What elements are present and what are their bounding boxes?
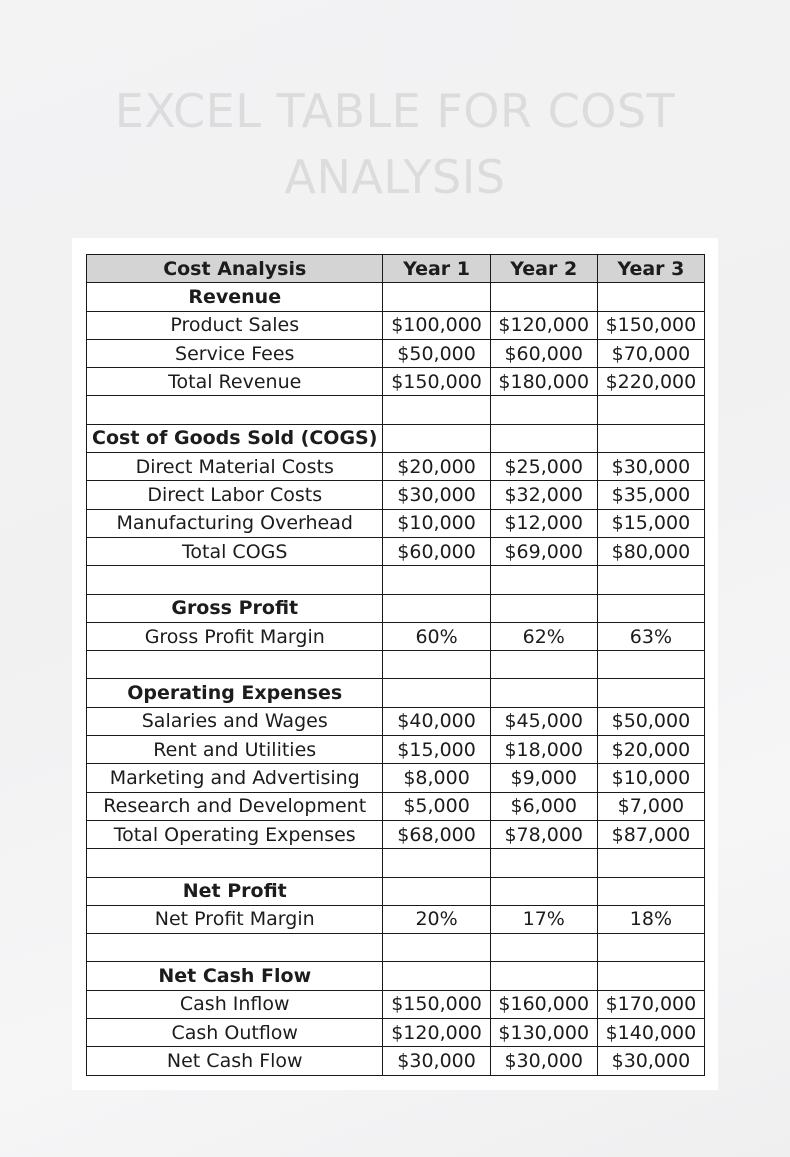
row-label-cell[interactable]: Net Profit Margin	[87, 905, 383, 933]
year-1-value-cell[interactable]: 20%	[383, 905, 490, 933]
header-row	[87, 255, 705, 283]
table-row	[87, 736, 705, 764]
row-label-cell[interactable]: Direct Material Costs	[87, 453, 383, 481]
year-3-value-cell[interactable]	[597, 566, 704, 594]
year-1-value-cell[interactable]	[383, 566, 490, 594]
row-label-cell[interactable]: Total Revenue	[87, 368, 383, 396]
year-2-value-cell[interactable]	[490, 849, 597, 877]
year-2-value-cell[interactable]: $30,000	[490, 1047, 597, 1075]
table-row	[87, 707, 705, 735]
row-label-cell[interactable]: Gross Profit Margin	[87, 622, 383, 650]
table-row	[87, 453, 705, 481]
year-2-value-cell[interactable]: $12,000	[490, 509, 597, 537]
spreadsheet-sheet	[72, 238, 718, 1090]
year-3-value-cell[interactable]: $70,000	[597, 339, 704, 367]
table-row	[87, 368, 705, 396]
table-row	[87, 339, 705, 367]
year-3-value-cell[interactable]	[597, 679, 704, 707]
table-row	[87, 481, 705, 509]
year-1-value-cell[interactable]	[383, 594, 490, 622]
year-3-value-cell[interactable]	[597, 594, 704, 622]
table-row	[87, 820, 705, 848]
table-row	[87, 651, 705, 679]
year-1-value-cell[interactable]: $150,000	[383, 990, 490, 1018]
year-2-value-cell[interactable]: $180,000	[490, 368, 597, 396]
table-row	[87, 396, 705, 424]
row-label-cell[interactable]: Total Operating Expenses	[87, 820, 383, 848]
year-1-value-cell[interactable]	[383, 962, 490, 990]
table-row	[87, 1019, 705, 1047]
section-label-cell[interactable]: Net Cash Flow	[87, 962, 383, 990]
year-1-value-cell[interactable]: $40,000	[383, 707, 490, 735]
row-label-cell[interactable]	[87, 934, 383, 962]
table-row	[87, 934, 705, 962]
table-row	[87, 877, 705, 905]
year-3-value-cell[interactable]: 63%	[597, 622, 704, 650]
row-label-cell[interactable]: Marketing and Advertising	[87, 764, 383, 792]
year-1-value-cell[interactable]	[383, 877, 490, 905]
table-row	[87, 990, 705, 1018]
year-1-value-cell[interactable]	[383, 849, 490, 877]
year-1-value-cell[interactable]: $100,000	[383, 311, 490, 339]
table-row	[87, 311, 705, 339]
year-3-value-cell[interactable]: 18%	[597, 905, 704, 933]
year-3-value-cell[interactable]: $150,000	[597, 311, 704, 339]
year-3-value-cell[interactable]	[597, 283, 704, 311]
year-2-value-cell[interactable]	[490, 651, 597, 679]
header-cell-year-3[interactable]: Year 3	[597, 255, 704, 283]
year-1-value-cell[interactable]: $15,000	[383, 736, 490, 764]
row-label-cell[interactable]: Research and Development	[87, 792, 383, 820]
year-3-value-cell[interactable]: $80,000	[597, 537, 704, 565]
year-1-value-cell[interactable]	[383, 424, 490, 452]
year-2-value-cell[interactable]	[490, 962, 597, 990]
table-row	[87, 962, 705, 990]
year-3-value-cell[interactable]: $30,000	[597, 453, 704, 481]
year-2-value-cell[interactable]	[490, 424, 597, 452]
section-label-cell[interactable]: Gross Profit	[87, 594, 383, 622]
header-cell-cost-analysis[interactable]: Cost Analysis	[87, 255, 383, 283]
year-1-value-cell[interactable]	[383, 679, 490, 707]
table-row	[87, 622, 705, 650]
year-2-value-cell[interactable]	[490, 877, 597, 905]
year-1-value-cell[interactable]	[383, 651, 490, 679]
year-2-value-cell[interactable]	[490, 283, 597, 311]
year-2-value-cell[interactable]: $18,000	[490, 736, 597, 764]
table-row	[87, 594, 705, 622]
year-3-value-cell[interactable]: $35,000	[597, 481, 704, 509]
row-label-cell[interactable]: Salaries and Wages	[87, 707, 383, 735]
row-label-cell[interactable]: Total COGS	[87, 537, 383, 565]
page-title-line-1: EXCEL TABLE FOR COST	[114, 84, 676, 138]
year-1-value-cell[interactable]: $50,000	[383, 339, 490, 367]
year-1-value-cell[interactable]: 60%	[383, 622, 490, 650]
year-2-value-cell[interactable]: $120,000	[490, 311, 597, 339]
table-row	[87, 764, 705, 792]
year-1-value-cell[interactable]	[383, 396, 490, 424]
cost-analysis-table	[86, 254, 705, 1076]
page-title	[0, 78, 790, 210]
year-1-value-cell[interactable]: $8,000	[383, 764, 490, 792]
year-2-value-cell[interactable]	[490, 566, 597, 594]
year-2-value-cell[interactable]: 62%	[490, 622, 597, 650]
year-3-value-cell[interactable]: $7,000	[597, 792, 704, 820]
header-cell-year-1[interactable]: Year 1	[383, 255, 490, 283]
row-label-cell[interactable]	[87, 849, 383, 877]
year-3-value-cell[interactable]: $140,000	[597, 1019, 704, 1047]
year-3-value-cell[interactable]	[597, 962, 704, 990]
year-2-value-cell[interactable]: $69,000	[490, 537, 597, 565]
year-2-value-cell[interactable]	[490, 934, 597, 962]
year-1-value-cell[interactable]: $30,000	[383, 1047, 490, 1075]
year-2-value-cell[interactable]: $25,000	[490, 453, 597, 481]
row-label-cell[interactable]	[87, 566, 383, 594]
row-label-cell[interactable]: Manufacturing Overhead	[87, 509, 383, 537]
year-3-value-cell[interactable]: $170,000	[597, 990, 704, 1018]
table-row	[87, 566, 705, 594]
row-label-cell[interactable]: Service Fees	[87, 339, 383, 367]
year-2-value-cell[interactable]	[490, 396, 597, 424]
table-row	[87, 424, 705, 452]
section-label-cell[interactable]: Revenue	[87, 283, 383, 311]
year-2-value-cell[interactable]	[490, 594, 597, 622]
row-label-cell[interactable]: Rent and Utilities	[87, 736, 383, 764]
year-3-value-cell[interactable]	[597, 877, 704, 905]
row-label-cell[interactable]: Cash Inflow	[87, 990, 383, 1018]
table-row	[87, 905, 705, 933]
table-row	[87, 509, 705, 537]
year-3-value-cell[interactable]: $15,000	[597, 509, 704, 537]
year-1-value-cell[interactable]: $120,000	[383, 1019, 490, 1047]
table-body	[87, 283, 705, 1075]
year-2-value-cell[interactable]: $32,000	[490, 481, 597, 509]
year-1-value-cell[interactable]	[383, 934, 490, 962]
year-2-value-cell[interactable]: $160,000	[490, 990, 597, 1018]
year-3-value-cell[interactable]	[597, 651, 704, 679]
year-1-value-cell[interactable]: $150,000	[383, 368, 490, 396]
year-3-value-cell[interactable]: $50,000	[597, 707, 704, 735]
row-label-cell[interactable]: Product Sales	[87, 311, 383, 339]
year-1-value-cell[interactable]: $5,000	[383, 792, 490, 820]
table-row	[87, 537, 705, 565]
year-3-value-cell[interactable]	[597, 424, 704, 452]
year-2-value-cell[interactable]: $9,000	[490, 764, 597, 792]
year-2-value-cell[interactable]: $130,000	[490, 1019, 597, 1047]
row-label-cell[interactable]: Net Cash Flow	[87, 1047, 383, 1075]
year-1-value-cell[interactable]: $60,000	[383, 537, 490, 565]
year-1-value-cell[interactable]	[383, 283, 490, 311]
year-3-value-cell[interactable]	[597, 396, 704, 424]
table-row	[87, 849, 705, 877]
year-2-value-cell[interactable]	[490, 679, 597, 707]
year-2-value-cell[interactable]: $60,000	[490, 339, 597, 367]
year-3-value-cell[interactable]: $10,000	[597, 764, 704, 792]
year-3-value-cell[interactable]: $220,000	[597, 368, 704, 396]
row-label-cell[interactable]: Direct Labor Costs	[87, 481, 383, 509]
table-row	[87, 792, 705, 820]
year-3-value-cell[interactable]: $30,000	[597, 1047, 704, 1075]
year-3-value-cell[interactable]: $20,000	[597, 736, 704, 764]
header-cell-year-2[interactable]: Year 2	[490, 255, 597, 283]
section-label-cell[interactable]: Net Profit	[87, 877, 383, 905]
year-1-value-cell[interactable]: $20,000	[383, 453, 490, 481]
year-2-value-cell[interactable]: $6,000	[490, 792, 597, 820]
year-2-value-cell[interactable]: 17%	[490, 905, 597, 933]
year-2-value-cell[interactable]: $45,000	[490, 707, 597, 735]
table-row	[87, 679, 705, 707]
section-label-cell[interactable]: Operating Expenses	[87, 679, 383, 707]
year-2-value-cell[interactable]: $78,000	[490, 820, 597, 848]
year-3-value-cell[interactable]	[597, 934, 704, 962]
row-label-cell[interactable]	[87, 651, 383, 679]
row-label-cell[interactable]	[87, 396, 383, 424]
year-1-value-cell[interactable]: $68,000	[383, 820, 490, 848]
table-row	[87, 1047, 705, 1075]
table-row	[87, 283, 705, 311]
year-3-value-cell[interactable]	[597, 849, 704, 877]
year-1-value-cell[interactable]: $30,000	[383, 481, 490, 509]
section-label-cell[interactable]: Cost of Goods Sold (COGS)	[87, 424, 383, 452]
page-title-line-2: ANALYSIS	[284, 150, 506, 204]
year-1-value-cell[interactable]: $10,000	[383, 509, 490, 537]
year-3-value-cell[interactable]: $87,000	[597, 820, 704, 848]
row-label-cell[interactable]: Cash Outflow	[87, 1019, 383, 1047]
